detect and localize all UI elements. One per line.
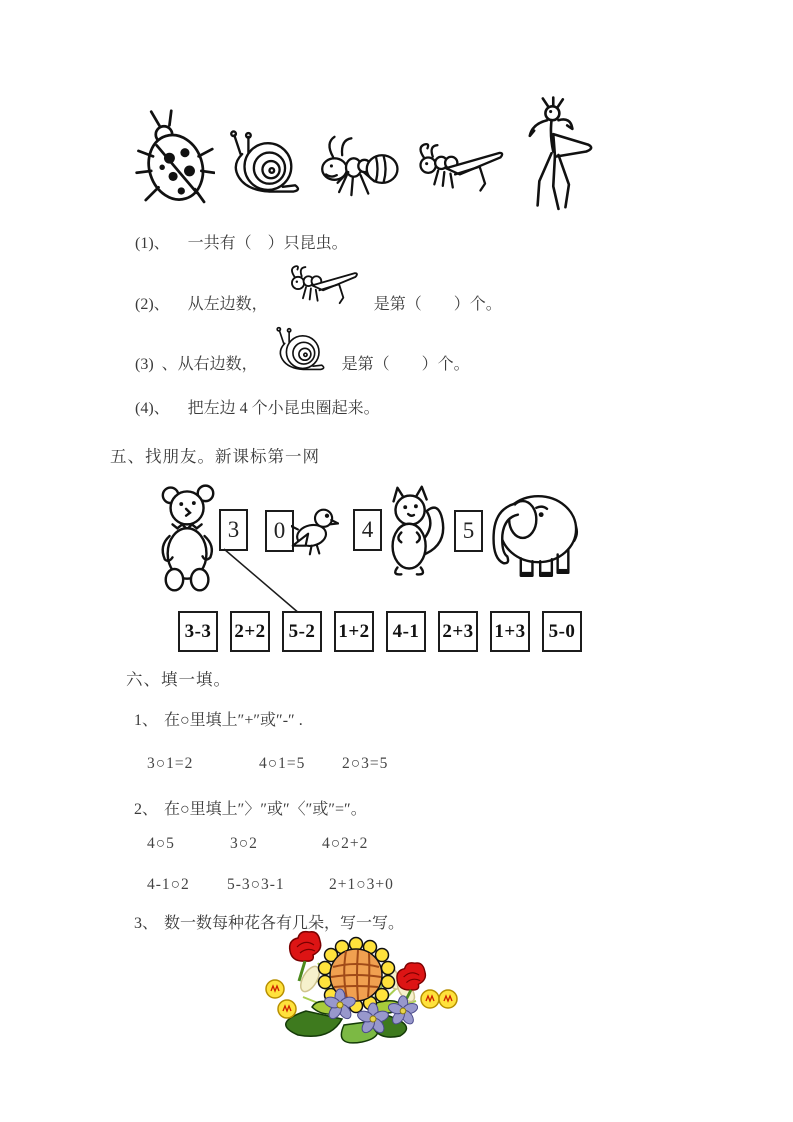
question-4-text: 把左边 4 个小昆虫圈起来。 bbox=[187, 400, 380, 417]
question-4-number: (4)、 bbox=[135, 400, 170, 417]
question-3 bbox=[135, 326, 470, 376]
question-4 bbox=[135, 398, 380, 420]
question-3-text-after: 是第（ ）个。 bbox=[341, 356, 470, 373]
equation: 4○1=5 bbox=[259, 755, 306, 772]
question-2-text-before: 从左边数， bbox=[187, 296, 268, 313]
insect-strip bbox=[133, 96, 595, 214]
yellow-flower-4 bbox=[439, 990, 457, 1008]
equation: 5-3○3-1 bbox=[227, 876, 285, 893]
ant-icon bbox=[313, 121, 399, 214]
teddy-bear-icon bbox=[157, 482, 221, 592]
expression-box: 2+3 bbox=[438, 611, 478, 652]
section-6-heading: 六、填一填。 bbox=[126, 670, 231, 689]
question-1-text: 一共有（ ）只昆虫。 bbox=[187, 235, 348, 252]
question-2-number: (2)、 bbox=[135, 296, 170, 313]
question-1-number: (1)、 bbox=[135, 235, 170, 252]
item-2-label: 2、 bbox=[134, 801, 159, 818]
number-card-0: 0 bbox=[265, 510, 294, 552]
snail-icon bbox=[225, 116, 303, 214]
ladybug-icon bbox=[133, 106, 215, 214]
expression-box: 5-2 bbox=[282, 611, 322, 652]
item-1-label: 1、 bbox=[134, 712, 159, 729]
equation: 3○2 bbox=[230, 835, 258, 852]
expression-box: 3-3 bbox=[178, 611, 218, 652]
expression-box: 5-0 bbox=[542, 611, 582, 652]
yellow-flower-1 bbox=[266, 980, 284, 998]
elephant-icon bbox=[482, 487, 579, 583]
equation: 4-1○2 bbox=[147, 876, 190, 893]
yellow-flower-2 bbox=[278, 1000, 296, 1018]
section-5-heading: 五、找朋友。新课标第一网 bbox=[110, 447, 320, 466]
equation: 2○3=5 bbox=[342, 755, 389, 772]
question-1 bbox=[135, 233, 348, 255]
equation: 2+1○3+0 bbox=[329, 876, 394, 893]
grasshopper-icon bbox=[278, 264, 364, 316]
squirrel-icon bbox=[378, 484, 448, 581]
item-3-label: 3、 bbox=[134, 915, 159, 932]
item-1-text: 在○里填上″+″或″-″ . bbox=[164, 712, 303, 729]
question-3-text-before: 、从右边数， bbox=[161, 356, 258, 373]
number-card-4: 4 bbox=[353, 509, 382, 551]
expression-box: 1+3 bbox=[490, 611, 530, 652]
expression-box: 4-1 bbox=[386, 611, 426, 652]
question-2-text-after: 是第（ ）个。 bbox=[373, 296, 502, 313]
match-line bbox=[221, 547, 305, 617]
equation: 4○2+2 bbox=[322, 835, 369, 852]
item-3-text: 数一数每种花各有几朵，写一写。 bbox=[164, 915, 405, 932]
expression-box: 2+2 bbox=[230, 611, 270, 652]
equation: 4○5 bbox=[147, 835, 175, 852]
grasshopper-icon bbox=[409, 134, 505, 214]
question-2 bbox=[135, 264, 502, 316]
item-2 bbox=[134, 796, 367, 819]
yellow-flower-3 bbox=[421, 990, 439, 1008]
mantis-icon bbox=[515, 96, 595, 214]
expression-row bbox=[178, 611, 582, 652]
number-card-5: 5 bbox=[454, 510, 483, 552]
item-1 bbox=[134, 707, 303, 730]
expression-box: 1+2 bbox=[334, 611, 374, 652]
flower-bouquet-image bbox=[248, 927, 466, 1047]
question-3-number: (3) bbox=[135, 356, 154, 373]
snail-icon bbox=[268, 326, 332, 376]
equation: 3○1=2 bbox=[147, 755, 194, 772]
item-2-text: 在○里填上″〉″或″〈″或″=″。 bbox=[164, 801, 367, 818]
number-card-3: 3 bbox=[219, 509, 248, 551]
